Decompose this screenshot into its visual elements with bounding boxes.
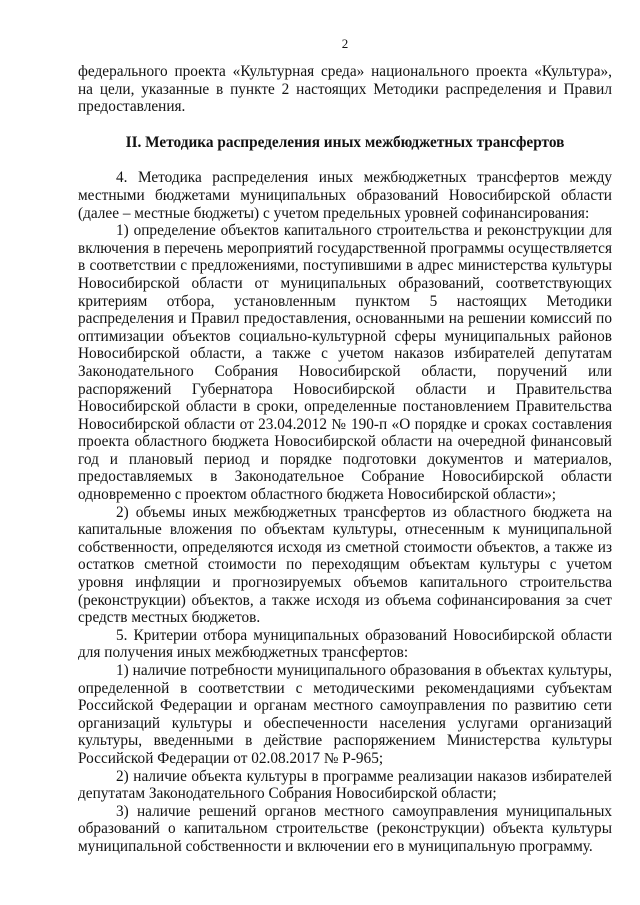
paragraph-5-item-3: 3) наличие решений органов местного самоуправления муниципальных образований о капитальном строительстве (реконструкции) объекта культуры муниципальной собственности и включении его в муниципальную программу. (78, 802, 612, 855)
section-heading: II. Методика распределения иных межбюджетных трансфертов (125, 133, 565, 151)
paragraph-5: 5. Критерии отбора муниципальных образований Новосибирской области для получения иных межбюджетных трансфертов: (78, 626, 612, 662)
page-number: 2 (341, 36, 349, 51)
paragraph-5-item-2: 2) наличие объекта культуры в программе реализации наказов избирателей депутатам Законодательного Собрания Новосибирской области; (78, 767, 612, 803)
document-page (78, 36, 612, 856)
intro-paragraph: федерального проекта «Культурная среда» национального проекта «Культура», на цели, указанные в пункте 2 настоящих Методики распределения и Правил предоставления. (78, 63, 612, 116)
paragraph-4-item-1: 1) определение объектов капитального строительства и реконструкции для включения в перечень мероприятий государственной программы осуществляется в соответствии с предложениями, поступившими в адрес министерства культуры Новосибирской области от муниципальных образований, соответствующих критериям отбора, установленным пунктом 5 настоящих Методики распределения и Правил предоставления, основанными на решении комиссий по оптимизации объектов социально-культурной сферы муниципальных районов Новосибирской области, а также с учетом наказов избирателей депутатам Законодательного Собрания Новосибирской области, поручений или распоряжений Губернатора Новосибирской области и Правительства Новосибирской области в сроки, определенные постановлением Правительства Новосибирской области от 23.04.2012 № 190-п «О порядке и сроках составления проекта областного бюджета Новосибирской области на очередной финансовый год и плановый период и порядке подготовки документов и материалов, предоставляемых в Законодательное Собрание Новосибирской области одновременно с проектом областного бюджета Новосибирской области»; (78, 222, 612, 504)
paragraph-5-item-1: 1) наличие потребности муниципального образования в объектах культуры, определенной в соответствии с методическими рекомендациями субъектам Российской Федерации и органам местного самоуправления по развитию сети организаций культуры и обеспеченности населения услугами организаций культуры, введенными в действие распоряжением Министерства культуры Российской Федерации от 02.08.2017 № Р-965; (78, 662, 612, 767)
paragraph-4: 4. Методика распределения иных межбюджетных трансфертов между местными бюджетами муниципальных образований Новосибирской области (далее – местные бюджеты) с учетом предельных уровней софинансирования: (78, 169, 612, 222)
paragraph-4-item-2: 2) объемы иных межбюджетных трансфертов из областного бюджета на капитальные вложения по объектам культуры, отнесенным к муниципальной собственности, определяются исходя из сметной стоимости объектов, а также из остатков сметной стоимости по переходящим объектам культуры с учетом уровня инфляции и прогнозируемых объемов капитального строительства (реконструкции) объектов, а также исходя из объема софинансирования за счет средств местных бюджетов. (78, 503, 612, 627)
